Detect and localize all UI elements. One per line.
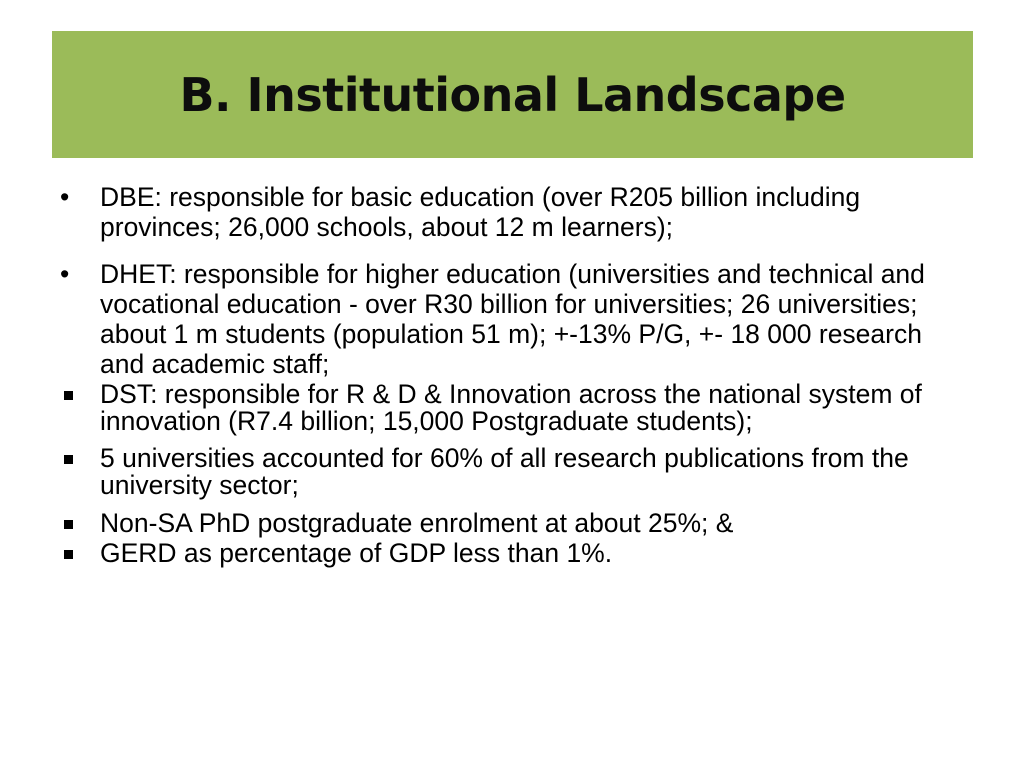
bullet-item-phd-enrolment xyxy=(60,510,960,537)
square-bullet-icon xyxy=(64,520,73,529)
round-bullet-icon: • xyxy=(60,182,70,212)
bullet-text: DST: responsible for R & D & Innovation across the national system of innovation (R7.4 billion; 15,000 Postgraduate students); xyxy=(100,379,922,436)
bullet-text: DBE: responsible for basic education (over R205 billion including provinces; 26,000 schools, about 12 m learners); xyxy=(100,182,861,242)
round-bullet-icon: • xyxy=(60,259,70,289)
bullet-item-dbe xyxy=(60,182,960,242)
square-bullet-icon xyxy=(64,391,73,400)
bullet-text: DHET: responsible for higher education (universities and technical and vocational education - over R30 billion for universities; 26 universities; about 1 m students (population 51 m); +-13% P/G, +- 18 000 research and academic staff; xyxy=(100,259,925,379)
title-band xyxy=(52,31,973,158)
slide-title: B. Institutional Landscape xyxy=(179,67,846,122)
bullet-item-dhet xyxy=(60,259,960,379)
bullet-list xyxy=(60,182,960,567)
bullet-text: Non-SA PhD postgraduate enrolment at about 25%; & xyxy=(100,508,734,538)
bullet-text: GERD as percentage of GDP less than 1%. xyxy=(100,538,613,568)
bullet-item-dst xyxy=(60,381,960,435)
bullet-text: 5 universities accounted for 60% of all research publications from the university sector; xyxy=(100,443,909,500)
bullet-item-publications xyxy=(60,445,960,499)
square-bullet-icon xyxy=(64,550,73,559)
square-bullet-icon xyxy=(64,455,73,464)
bullet-item-gerd xyxy=(60,540,960,567)
